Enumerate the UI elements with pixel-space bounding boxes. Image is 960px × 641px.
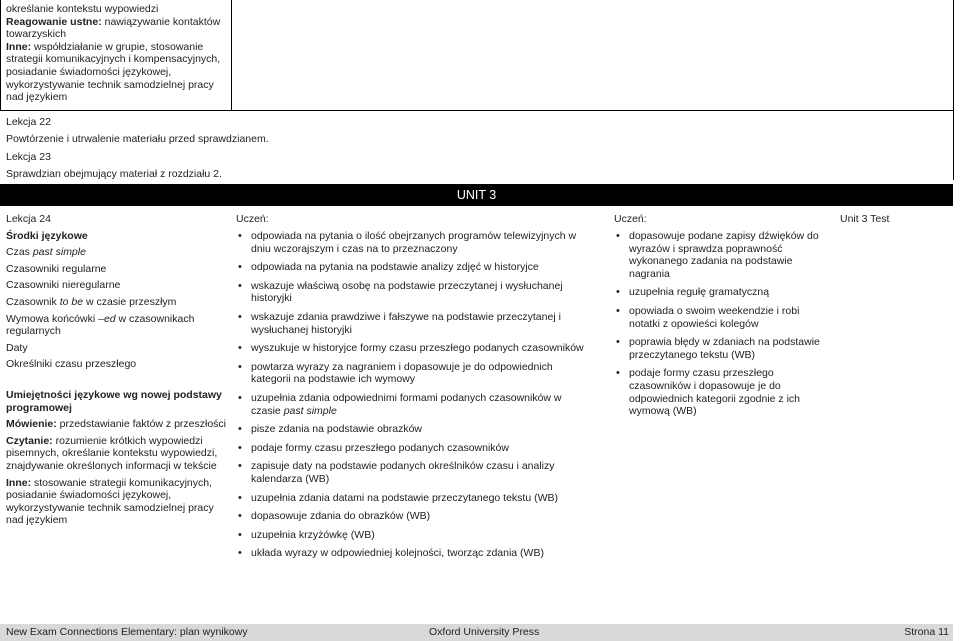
list-item: • poprawia błędy w zdaniach na podstawie przeczytanego tekstu (WB)	[614, 336, 830, 361]
footer-publisher: Oxford University Press	[429, 626, 540, 638]
czas-prefix: Czas	[6, 246, 33, 259]
outcomes-extended-column	[614, 213, 830, 424]
reagowanie-paragraph	[6, 16, 226, 41]
lesson-22-title: Lekcja 22	[6, 116, 51, 128]
list-item: • dopasowuje zdania do obrazków (WB)	[236, 510, 588, 523]
czas-italic: past simple	[32, 246, 86, 259]
list-item: • odpowiada na pytania na podstawie analizy zdjęć w historyjce	[236, 261, 588, 274]
list-item: • zapisuje daty na podstawie podanych określników czasu i analizy kalendarza (WB)	[236, 460, 588, 485]
list-item: • opowiada o swoim weekendzie i robi notatki z opowieści kolegów	[614, 305, 830, 330]
lesson-23-text: Sprawdzian obejmujący materiał z rozdziału 2.	[6, 168, 222, 180]
inne-skills-paragraph	[6, 477, 228, 527]
item-7-italic: past simple	[283, 404, 337, 417]
list-item: • uzupełnia krzyżówkę (WB)	[236, 529, 588, 542]
mid-header: Uczeń:	[236, 213, 269, 225]
wymowa-ed	[6, 313, 228, 338]
tobe-suffix: w czasie przeszłym	[83, 295, 177, 308]
unit-test-label: Unit 3 Test	[840, 213, 890, 225]
czasownik-to-be	[6, 296, 228, 309]
list-item: • wyszukuje w historyjce formy czasu przeszłego podanych czasowników	[236, 342, 588, 355]
wymowa-prefix: Wymowa końcówki	[6, 312, 99, 325]
tobe-prefix: Czasownik	[6, 295, 60, 308]
mowienie-label: Mówienie:	[6, 418, 57, 431]
czytanie-paragraph	[6, 435, 228, 473]
list-item: • układa wyrazy w odpowiedniej kolejności, tworząc zdania (WB)	[236, 547, 588, 560]
czas-past-simple	[6, 246, 228, 259]
test-column	[840, 213, 950, 225]
right-header: Uczeń:	[614, 213, 647, 225]
okresliniki: Określniki czasu przeszłego	[6, 358, 137, 371]
footer-page-number: Strona 11	[904, 626, 949, 638]
list-item: • podaje formy czasu przeszłego czasowników i dopasowuje je do odpowiednich kategorii zgodnie z ich wymową (WB)	[614, 367, 830, 417]
list-item: • pisze zdania na podstawie obrazków	[236, 423, 588, 436]
czasowniki-regularne: Czasowniki regularne	[6, 262, 107, 275]
mowienie-paragraph	[6, 418, 228, 431]
srodki-heading: Środki językowe	[6, 229, 88, 242]
umiejetnosci-heading: Umiejętności językowe wg nowej podstawy programowej	[6, 388, 222, 414]
lesson-24-title: Lekcja 24	[6, 213, 51, 225]
footer-title: New Exam Connections Elementary: plan wynikowy	[6, 626, 248, 638]
mowienie-text: przedstawianie faktów z przeszłości	[56, 418, 227, 431]
unit-title-bar: UNIT 3	[0, 184, 953, 206]
list-item: • wskazuje właściwą osobę na podstawie przeczytanej i wysłuchanej historyjki	[236, 280, 588, 305]
top-box-text	[6, 3, 226, 104]
lesson-22	[6, 116, 406, 146]
inne-label: Inne:	[6, 40, 32, 53]
inne-text: współdziałanie w grupie, stosowanie strategii komunikacyjnych i kompensacyjnych, posiadanie świadomości językowej, wykorzystywanie technik samodzielnej pracy nad językiem	[6, 40, 221, 104]
list-item: • wskazuje zdania prawdziwe i fałszywe na podstawie przeczytanej i wysłuchanej historyjki	[236, 311, 588, 336]
mid-list	[236, 230, 588, 560]
inne-skills-label: Inne:	[6, 476, 32, 489]
inne-paragraph	[6, 41, 226, 104]
list-item: • dopasowuje podane zapisy dźwięków do wyrazów i sprawdza poprawność wykonanego zadania na podstawie nagrania	[614, 230, 830, 280]
list-item: • uzupełnia regułę gramatyczną	[614, 286, 830, 299]
right-list	[614, 230, 830, 418]
top-box-divider	[231, 0, 232, 111]
list-item: • powtarza wyrazy za nagraniem i dopasowuje je do odpowiednich kategorii na podstawie ich wymowy	[236, 361, 588, 386]
list-item: • uzupełnia zdania datami na podstawie przeczytanego tekstu (WB)	[236, 492, 588, 505]
czytanie-label: Czytanie:	[6, 434, 53, 447]
reagowanie-text: nawiązywanie kontaktów towarzyskich	[6, 15, 221, 41]
inne-skills-text: stosowanie strategii komunikacyjnych, posiadanie świadomości językowej, wykorzystywanie technik samodzielnej pracy nad językiem	[6, 476, 214, 527]
lesson-24-column	[6, 213, 228, 531]
list-item: • odpowiada na pytania o ilość obejrzanych programów telewizyjnych w dniu wczorajszym i czas na to przeznaczony	[236, 230, 588, 255]
tobe-italic: to be	[59, 295, 84, 308]
wymowa-italic: –ed	[98, 312, 116, 325]
top-box-border-left	[0, 0, 1, 111]
czytanie-text: rozumienie krótkich wypowiedzi pisemnych, określanie kontekstu wypowiedzi, znajdywanie określonych informacji w tekście	[6, 434, 218, 472]
lesson-23-title: Lekcja 23	[6, 151, 51, 163]
czasowniki-nieregularne: Czasowniki nieregularne	[6, 279, 121, 292]
page-footer	[0, 624, 953, 641]
lesson-22-text: Powtórzenie i utrwalenie materiału przed sprawdzianem.	[6, 133, 269, 145]
list-item	[236, 392, 588, 417]
top-line-1: określanie kontekstu wypowiedzi	[6, 3, 159, 15]
daty: Daty	[6, 341, 28, 354]
item-7-text: uzupełnia zdania odpowiednimi formami podanych czasowników w czasie	[251, 391, 562, 417]
top-box-border-right	[953, 0, 954, 180]
reagowanie-label: Reagowanie ustne:	[6, 15, 102, 28]
wymowa-suffix: w czasownikach regularnych	[6, 312, 195, 338]
list-item: • podaje formy czasu przeszłego podanych czasowników	[236, 442, 588, 455]
lesson-23	[6, 151, 406, 181]
top-box-border-bottom	[0, 110, 954, 111]
outcomes-basic-column	[236, 213, 588, 566]
